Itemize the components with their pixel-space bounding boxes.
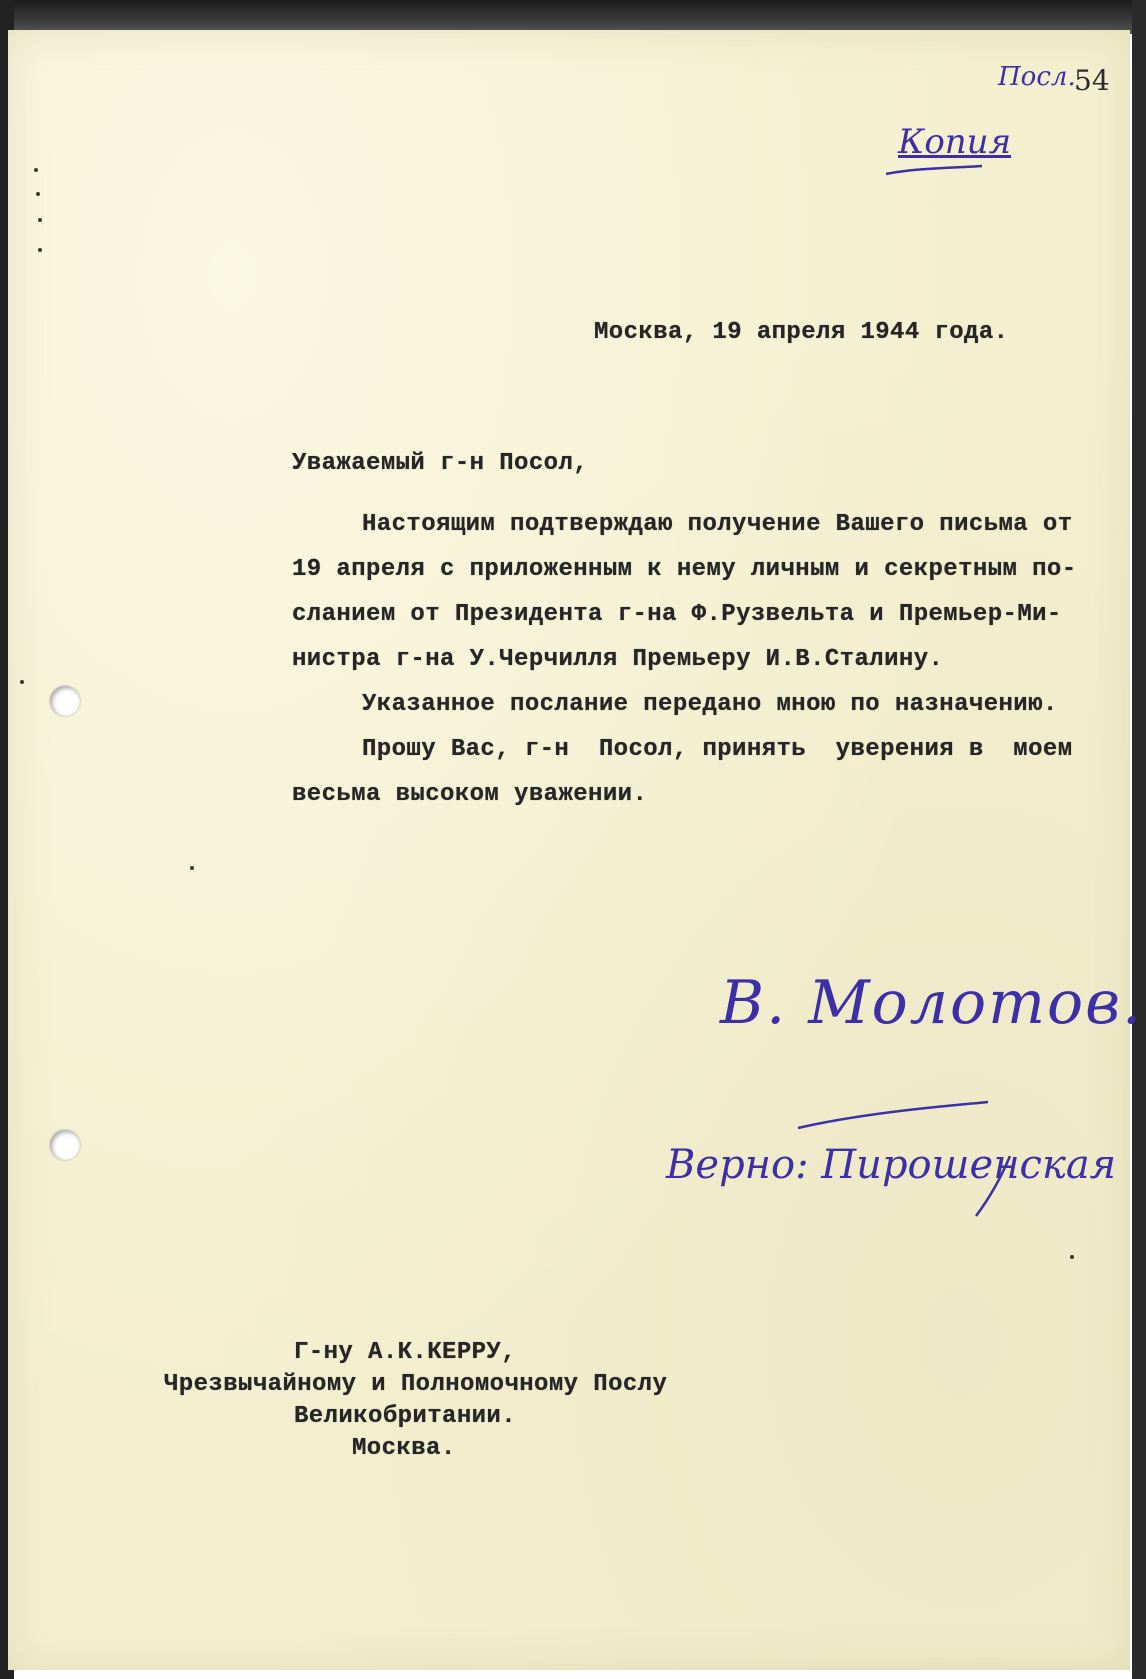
addressee-country: Великобритании. [294,1403,517,1430]
punch-hole-upper [50,686,80,716]
copy-stamp: Копия [898,122,1012,162]
document-page [8,30,1144,1670]
body-line: Указанное послание передано мною по назначению. [362,691,1058,718]
body-line: весьма высоком уважении. [292,781,648,808]
signature-flourish-icon [788,1094,1048,1224]
paper-speck [38,248,42,252]
salutation: Уважаемый г-н Посол, [292,450,589,477]
archive-mark: Посл. [998,62,1076,92]
paper-speck [34,168,38,172]
certified-signature: Верно: Пирошенская [666,1142,1117,1188]
paper-speck [1070,1255,1074,1259]
body-line: Прошу Вас, г-н Посол, принять уверения в моем [362,736,1073,763]
body-line: 19 апреля с приложенным к нему личным и секретным по- [292,556,1077,583]
scan-border-right [1132,0,1146,1679]
paper-speck [36,192,40,196]
addressee-name: Г-ну А.К.КЕРРУ, [294,1339,517,1366]
copy-underline-icon [884,160,984,182]
body-line: Настоящим подтверждаю получение Вашего письма от [362,511,1073,538]
paper-speck [38,218,42,222]
body-line: сланием от Президента г-на Ф.Рузвельта и Премьер-Ми- [292,601,1062,628]
punch-hole-lower [50,1130,80,1160]
addressee-city: Москва. [352,1435,456,1462]
paper-speck [190,866,194,870]
body-line: нистра г-на У.Черчилля Премьеру И.В.Сталину. [292,646,944,673]
signature: В. Молотов. [720,968,1144,1038]
addressee-title: Чрезвычайному и Полномочному Послу [164,1371,668,1398]
date-line: Москва, 19 апреля 1944 года. [594,319,1009,346]
page-number: 54 [1074,64,1110,97]
scan-border-top [0,0,1146,34]
paper-speck [20,680,24,684]
